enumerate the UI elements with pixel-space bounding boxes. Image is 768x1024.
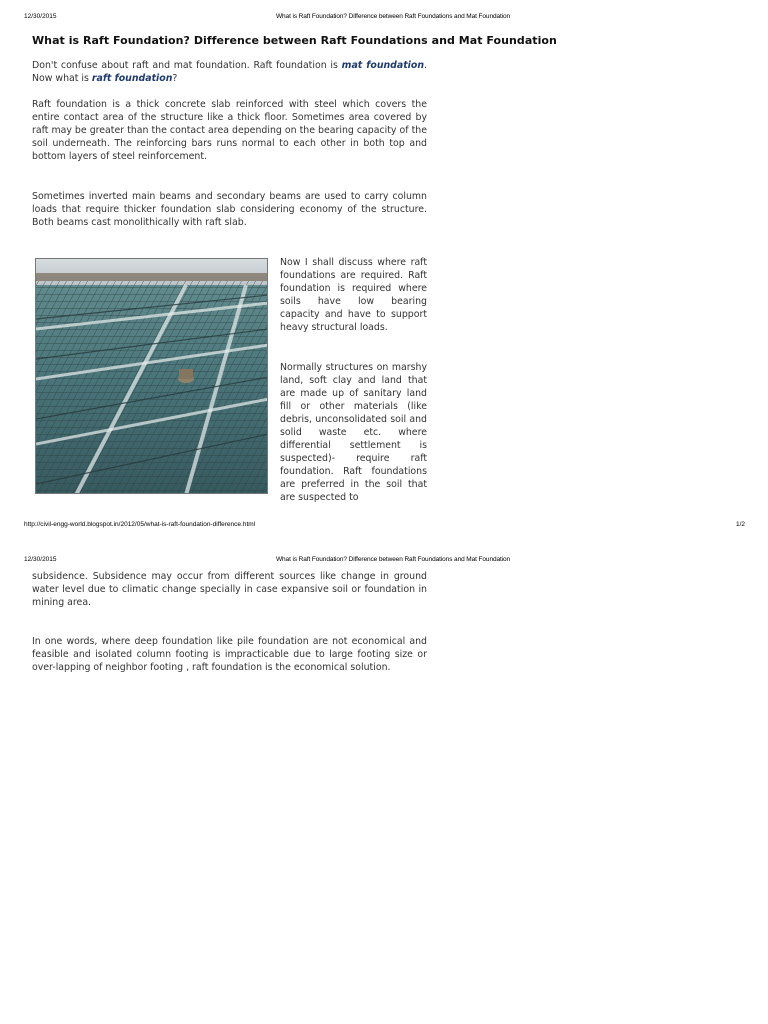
side-paragraph-1: Now I shall discuss where raft foundations are required. Raft foundation is required where soils have low bearing capacity and have to support heavy structural loads. [280, 257, 427, 333]
conclusion-paragraph: In one words, where deep foundation like pile foundation are not economical and feasible and isolated column footing is impracticable due to large footing size or over-lapping of neighbor footing , raft foundation is the economical solution. [32, 636, 427, 673]
subsidence-paragraph: subsidence. Subsidence may occur from different sources like change in ground water level due to climatic change specially in case expansive soil or foundation in mining area. [32, 571, 427, 608]
header-title: What is Raft Foundation? Difference between Raft Foundations and Mat Foundation [276, 13, 511, 20]
intro-paragraph: Don't confuse about raft and mat foundation. Raft foundation is mat foundation. Now what is raft foundation? [32, 60, 427, 84]
page-header [0, 13, 768, 25]
side-paragraph-2: Normally structures on marshy land, soft clay and land that are made up of sanitary land fill or other materials (like debris, unconsolidated soil and solid waste etc. where differential settlement is suspected)- require raft foundation. Raft foundations are preferred in the soil that are suspected to [280, 362, 427, 503]
header-title: What is Raft Foundation? Difference between Raft Foundations and Mat Foundation [276, 556, 511, 563]
raft-foundation-photo [35, 258, 268, 494]
footer-page-number: 1/2 [736, 521, 746, 528]
beams-paragraph: Sometimes inverted main beams and secondary beams are used to carry column loads that require thicker foundation slab considering economy of the structure. Both beams cast monolithically with raft slab. [32, 191, 427, 228]
definition-paragraph: Raft foundation is a thick concrete slab reinforced with steel which covers the entire contact area of the structure like a thick floor. Sometimes area covered by raft may be greater than the contact area depending on the bearing capacity of the soil underneath. The reinforcing bars runs normal to each other in both top and bottom layers of steel reinforcement. [32, 99, 427, 162]
page-2-header [0, 556, 768, 568]
article-title: What is Raft Foundation? Difference between Raft Foundations and Mat Foundation [32, 34, 557, 47]
mat-foundation-link[interactable]: mat foundation [341, 60, 425, 71]
header-date: 12/30/2015 [24, 556, 57, 563]
footer-url: http://civil-engg-world.blogspot.in/2012/05/what-is-raft-foundation-difference.html [24, 521, 256, 528]
raft-foundation-link[interactable]: raft foundation [91, 73, 173, 84]
header-date: 12/30/2015 [24, 13, 57, 20]
